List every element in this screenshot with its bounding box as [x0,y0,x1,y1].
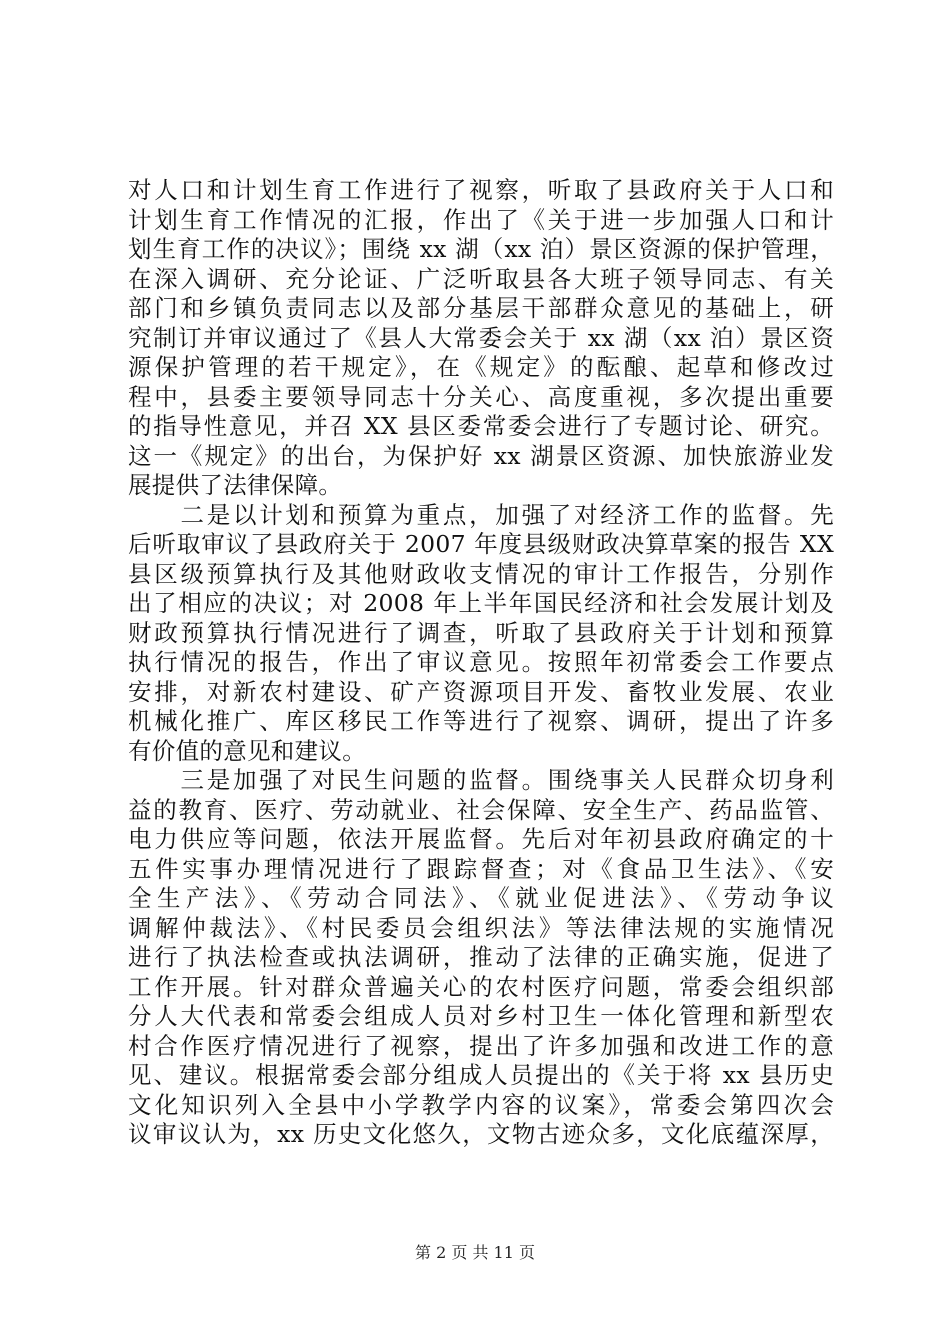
text-line: 部门和乡镇负责同志以及部分基层干部群众意见的基础上，研 [128,294,834,322]
text-line: 分人大代表和常委会组成人员对乡村卫生一体化管理和新型农 [128,1002,834,1030]
text-line: 机械化推广、库区移民工作等进行了视察、调研，提出了许多 [128,707,834,735]
text-line: 程中，县委主要领导同志十分关心、高度重视，多次提出重要 [128,382,834,411]
text-line: 二是以计划和预算为重点，加强了对经济工作的监督。先 [128,500,834,529]
text-line: 安排，对新农村建设、矿产资源项目开发、畜牧业发展、农业 [128,677,834,706]
text-line: 究制订并审议通过了《县人大常委会关于 xx 湖（xx 泊）景区资 [128,323,834,352]
text-line: 后听取审议了县政府关于 2007 年度县级财政决算草案的报告 XX [128,530,834,558]
text-line: 展提供了法律保障。 [128,471,343,499]
text-line: 计划生育工作情况的汇报，作出了《关于进一步加强人口和计 [128,205,834,234]
text-line: 益的教育、医疗、劳动就业、社会保障、安全生产、药品监管、 [128,795,834,824]
text-line: 全生产法》、《劳动合同法》、《就业促进法》、《劳动争议 [128,884,834,912]
text-line: 调解仲裁法》、《村民委员会组织法》等法律法规的实施情况 [128,913,834,942]
page-footer [0,1240,950,1263]
text-line: 执行情况的报告，作出了审议意见。按照年初常委会工作要点 [128,648,834,676]
text-line: 文化知识列入全县中小学教学内容的议案》，常委会第四次会 [128,1090,834,1119]
text-line: 县区级预算执行及其他财政收支情况的审计工作报告，分别作 [128,559,834,588]
text-line: 电力供应等问题，依法开展监督。先后对年初县政府确定的十 [128,825,834,853]
text-line: 见、建议。根据常委会部分组成人员提出的《关于将 xx 县历史 [128,1061,834,1089]
text-line: 对人口和计划生育工作进行了视察，听取了县政府关于人口和 [128,176,834,204]
text-line: 划生育工作的决议》；围绕 xx 湖（xx 泊）景区资源的保护管理， [128,235,834,263]
text-line: 工作开展。针对群众普遍关心的农村医疗问题，常委会组织部 [128,972,834,1001]
page-number: 第 2 页 共 11 页 [415,1243,535,1262]
text-line: 的指导性意见，并召 XX 县区委常委会进行了专题讨论、研究。 [128,412,834,440]
text-line: 村合作医疗情况进行了视察，提出了许多加强和改进工作的意 [128,1031,834,1060]
text-line: 议审议认为，xx 历史文化悠久，文物古迹众多，文化底蕴深厚， [128,1120,834,1148]
text-line: 这一《规定》的出台，为保护好 xx 湖景区资源、加快旅游业发 [128,441,834,470]
text-line: 五件实事办理情况进行了跟踪督查；对《食品卫生法》、《安 [128,854,834,883]
text-line: 进行了执法检查或执法调研，推动了法律的正确实施，促进了 [128,943,834,971]
text-line: 在深入调研、充分论证、广泛听取县各大班子领导同志、有关 [128,264,834,293]
text-line: 有价值的意见和建议。 [128,736,366,765]
text-line: 财政预算执行情况进行了调查，听取了县政府关于计划和预算 [128,618,834,647]
text-line: 三是加强了对民生问题的监督。围绕事关人民群众切身利 [128,766,834,794]
text-line: 源保护管理的若干规定》，在《规定》的酝酿、起草和修改过 [128,353,834,381]
text-line: 出了相应的决议；对 2008 年上半年国民经济和社会发展计划及 [128,589,834,617]
document-body [128,176,834,1150]
